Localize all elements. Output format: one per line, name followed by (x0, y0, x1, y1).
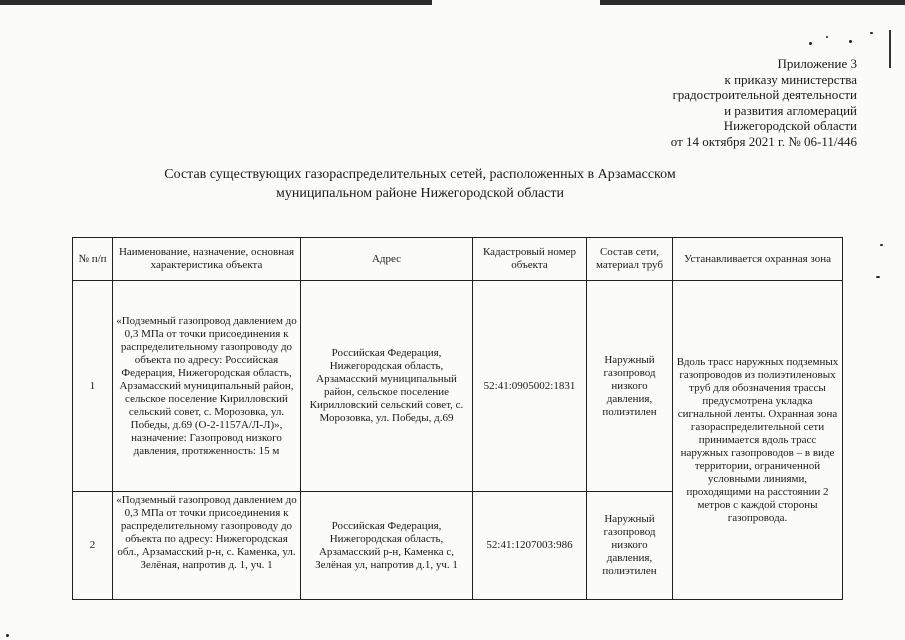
scan-edge-mark (889, 30, 891, 68)
document-title (110, 165, 730, 203)
cell-address: Российская Федерация, Нижегородская область, Арзамасский р-н, Каменка с, Зелёная ул, напротив д.1, уч. 1 (301, 492, 473, 600)
cell-num: 1 (73, 281, 113, 492)
cell-cadastral: 52:41:0905002:1831 (473, 281, 587, 492)
appendix-line: и развития агломераций (724, 102, 857, 118)
appendix-line: от 14 октября 2021 г. № 06-11/446 (670, 133, 857, 149)
header-network: Состав сети, материал труб (587, 238, 673, 281)
header-name: Наименование, назначение, основная характеристика объекта (113, 238, 301, 281)
appendix-line: градостроительной деятельности (672, 87, 857, 102)
header-num: № п/п (73, 238, 113, 281)
gas-network-table (72, 237, 843, 600)
header-cadastral: Кадастровый номер объекта (473, 238, 587, 281)
cell-network: Наружный газопровод низкого давления, полиэтилен (587, 492, 673, 600)
cell-name: «Подземный газопровод давлением до 0,3 МПа от точки присоединения к распределительному газопроводу до объекта по адресу: Российская Федерация, Нижегородская область, Арзамасский муниципальный район, сельское поселение Кирилловский сельский совет, с. Морозовка, ул. Победы, д.69 (О-2-1157А/Л-Л)», назначение: Газопровод низкого давления, протяженность: 15 м (113, 281, 301, 492)
header-zone: Устанавливается охранная зона (673, 238, 843, 281)
appendix-line: к приказу министерства (724, 71, 857, 87)
cell-cadastral: 52:41:1207003:986 (473, 492, 587, 600)
header-address: Адрес (301, 238, 473, 281)
table-row (73, 281, 843, 492)
cell-num: 2 (73, 492, 113, 600)
scan-border-gap (432, 0, 600, 6)
title-line-2: муниципальном районе Нижегородской области (275, 186, 565, 201)
cell-name: «Подземный газопровод давлением до 0,3 МПа от точки присоединения к распределительному газопроводу до объекта по адресу: Нижегородская обл., Арзамасский р-н, с. Каменка, ул. Зелёная, напротив д. 1, уч. 1 (113, 492, 301, 600)
appendix-line: Приложение 3 (777, 56, 857, 71)
cell-zone: Вдоль трасс наружных подземных газопроводов из полиэтиленовых труб для обозначения трассы предусмотрена укладка сигнальной ленты. Охранная зона газораспределительной сети принимается вдоль трасс наружных газопроводов – в виде территории, ограниченной условными линиями, проходящими на расстоянии 2 метров с каждой стороны газопровода. (673, 281, 843, 600)
appendix-line: Нижегородской области (723, 118, 857, 133)
table-header-row (73, 238, 843, 281)
cell-address: Российская Федерация, Нижегородская область, Арзамасский муниципальный район, сельское поселение Кирилловский сельский совет, с. Морозовка, ул. Победы, д.69 (301, 281, 473, 492)
title-line-1: Состав существующих газораспределительных сетей, расположенных в Арзамасском (164, 167, 676, 182)
cell-network: Наружный газопровод низкого давления, полиэтилен (587, 281, 673, 492)
appendix-block (671, 56, 857, 149)
